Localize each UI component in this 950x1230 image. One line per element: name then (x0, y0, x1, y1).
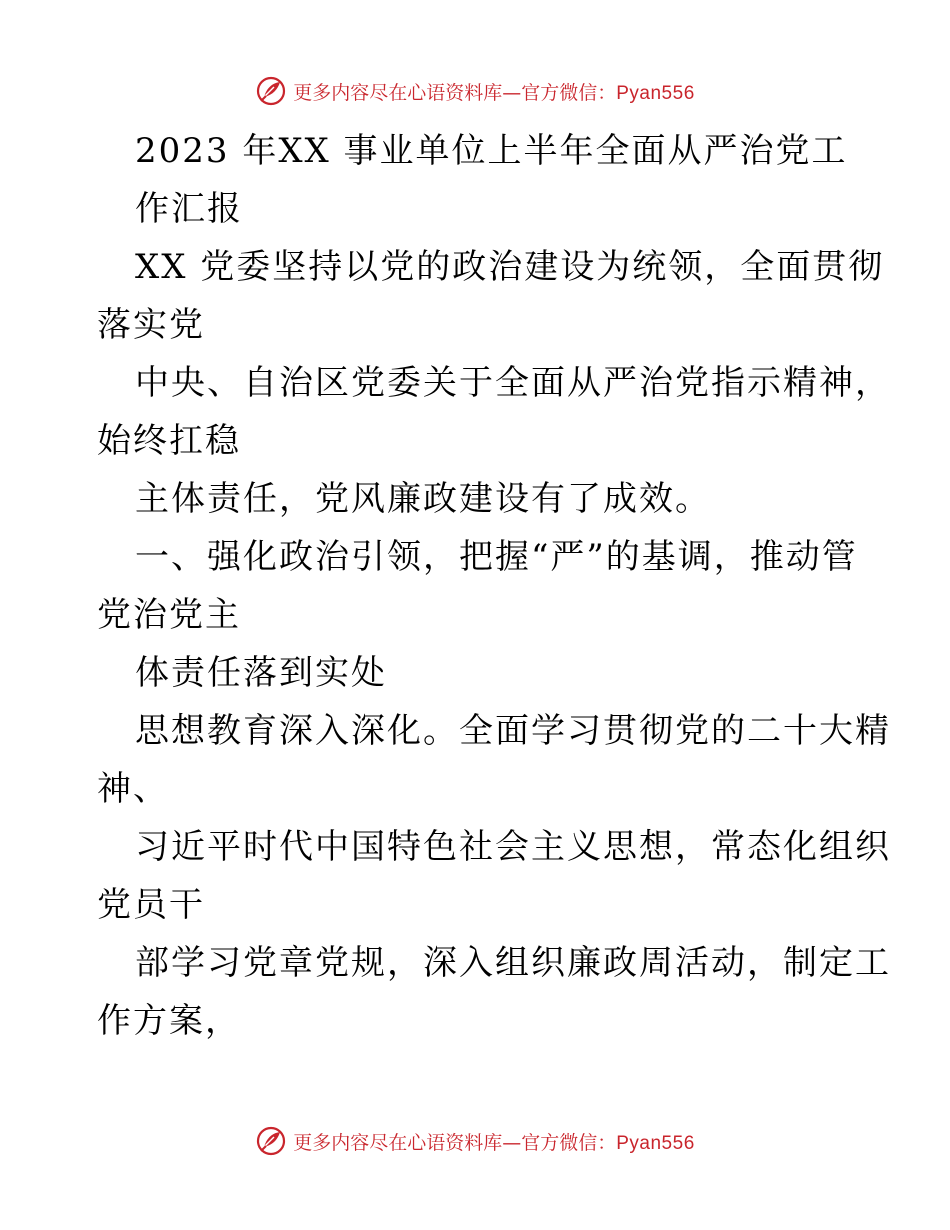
doc-title-line-1: 2023 年XX 事业单位上半年全面从严治党工 (135, 131, 848, 171)
watermark-text: 更多内容尽在心语资料库—官方微信：Pyan556 (293, 1131, 695, 1154)
paragraph-line: 中央、自治区党委关于全面从严治党指示精神， (135, 363, 891, 403)
watermark-id: Pyan556 (616, 1132, 695, 1154)
watermark-text: 更多内容尽在心语资料库—官方微信：Pyan556 (293, 81, 695, 104)
document-body (97, 122, 891, 1050)
doc-title-line-2: 作汇报 (135, 189, 243, 229)
paragraph-line: 神、 (97, 769, 169, 809)
paragraph-line: 主体责任，党风廉政建设有了成效。 (135, 479, 711, 519)
watermark-banner-bottom (0, 1121, 950, 1161)
section-heading-line: 体责任落到实处 (135, 653, 387, 693)
watermark-banner-top (0, 71, 950, 111)
paragraph-line: XX 党委坚持以党的政治建设为统领，全面贯彻 (135, 247, 885, 287)
paragraph-line: 部学习党章党规，深入组织廉政周活动，制定工 (135, 943, 891, 983)
paragraph-line: 落实党 (97, 305, 205, 345)
section-heading-line: 一、强化政治引领，把握“严”的基调，推动管 (135, 537, 858, 577)
paragraph-line: 始终扛稳 (97, 421, 241, 461)
paragraph-line: 作方案， (97, 1001, 241, 1041)
leaf-pen-logo-icon (255, 1125, 287, 1157)
paragraph-line: 党员干 (97, 885, 205, 925)
leaf-pen-logo-icon (255, 75, 287, 107)
paragraph-line: 思想教育深入深化。全面学习贯彻党的二十大精 (135, 711, 891, 751)
section-heading-line: 党治党主 (97, 595, 241, 635)
watermark-id: Pyan556 (616, 82, 695, 104)
paragraph-line: 习近平时代中国特色社会主义思想，常态化组织 (135, 827, 891, 867)
